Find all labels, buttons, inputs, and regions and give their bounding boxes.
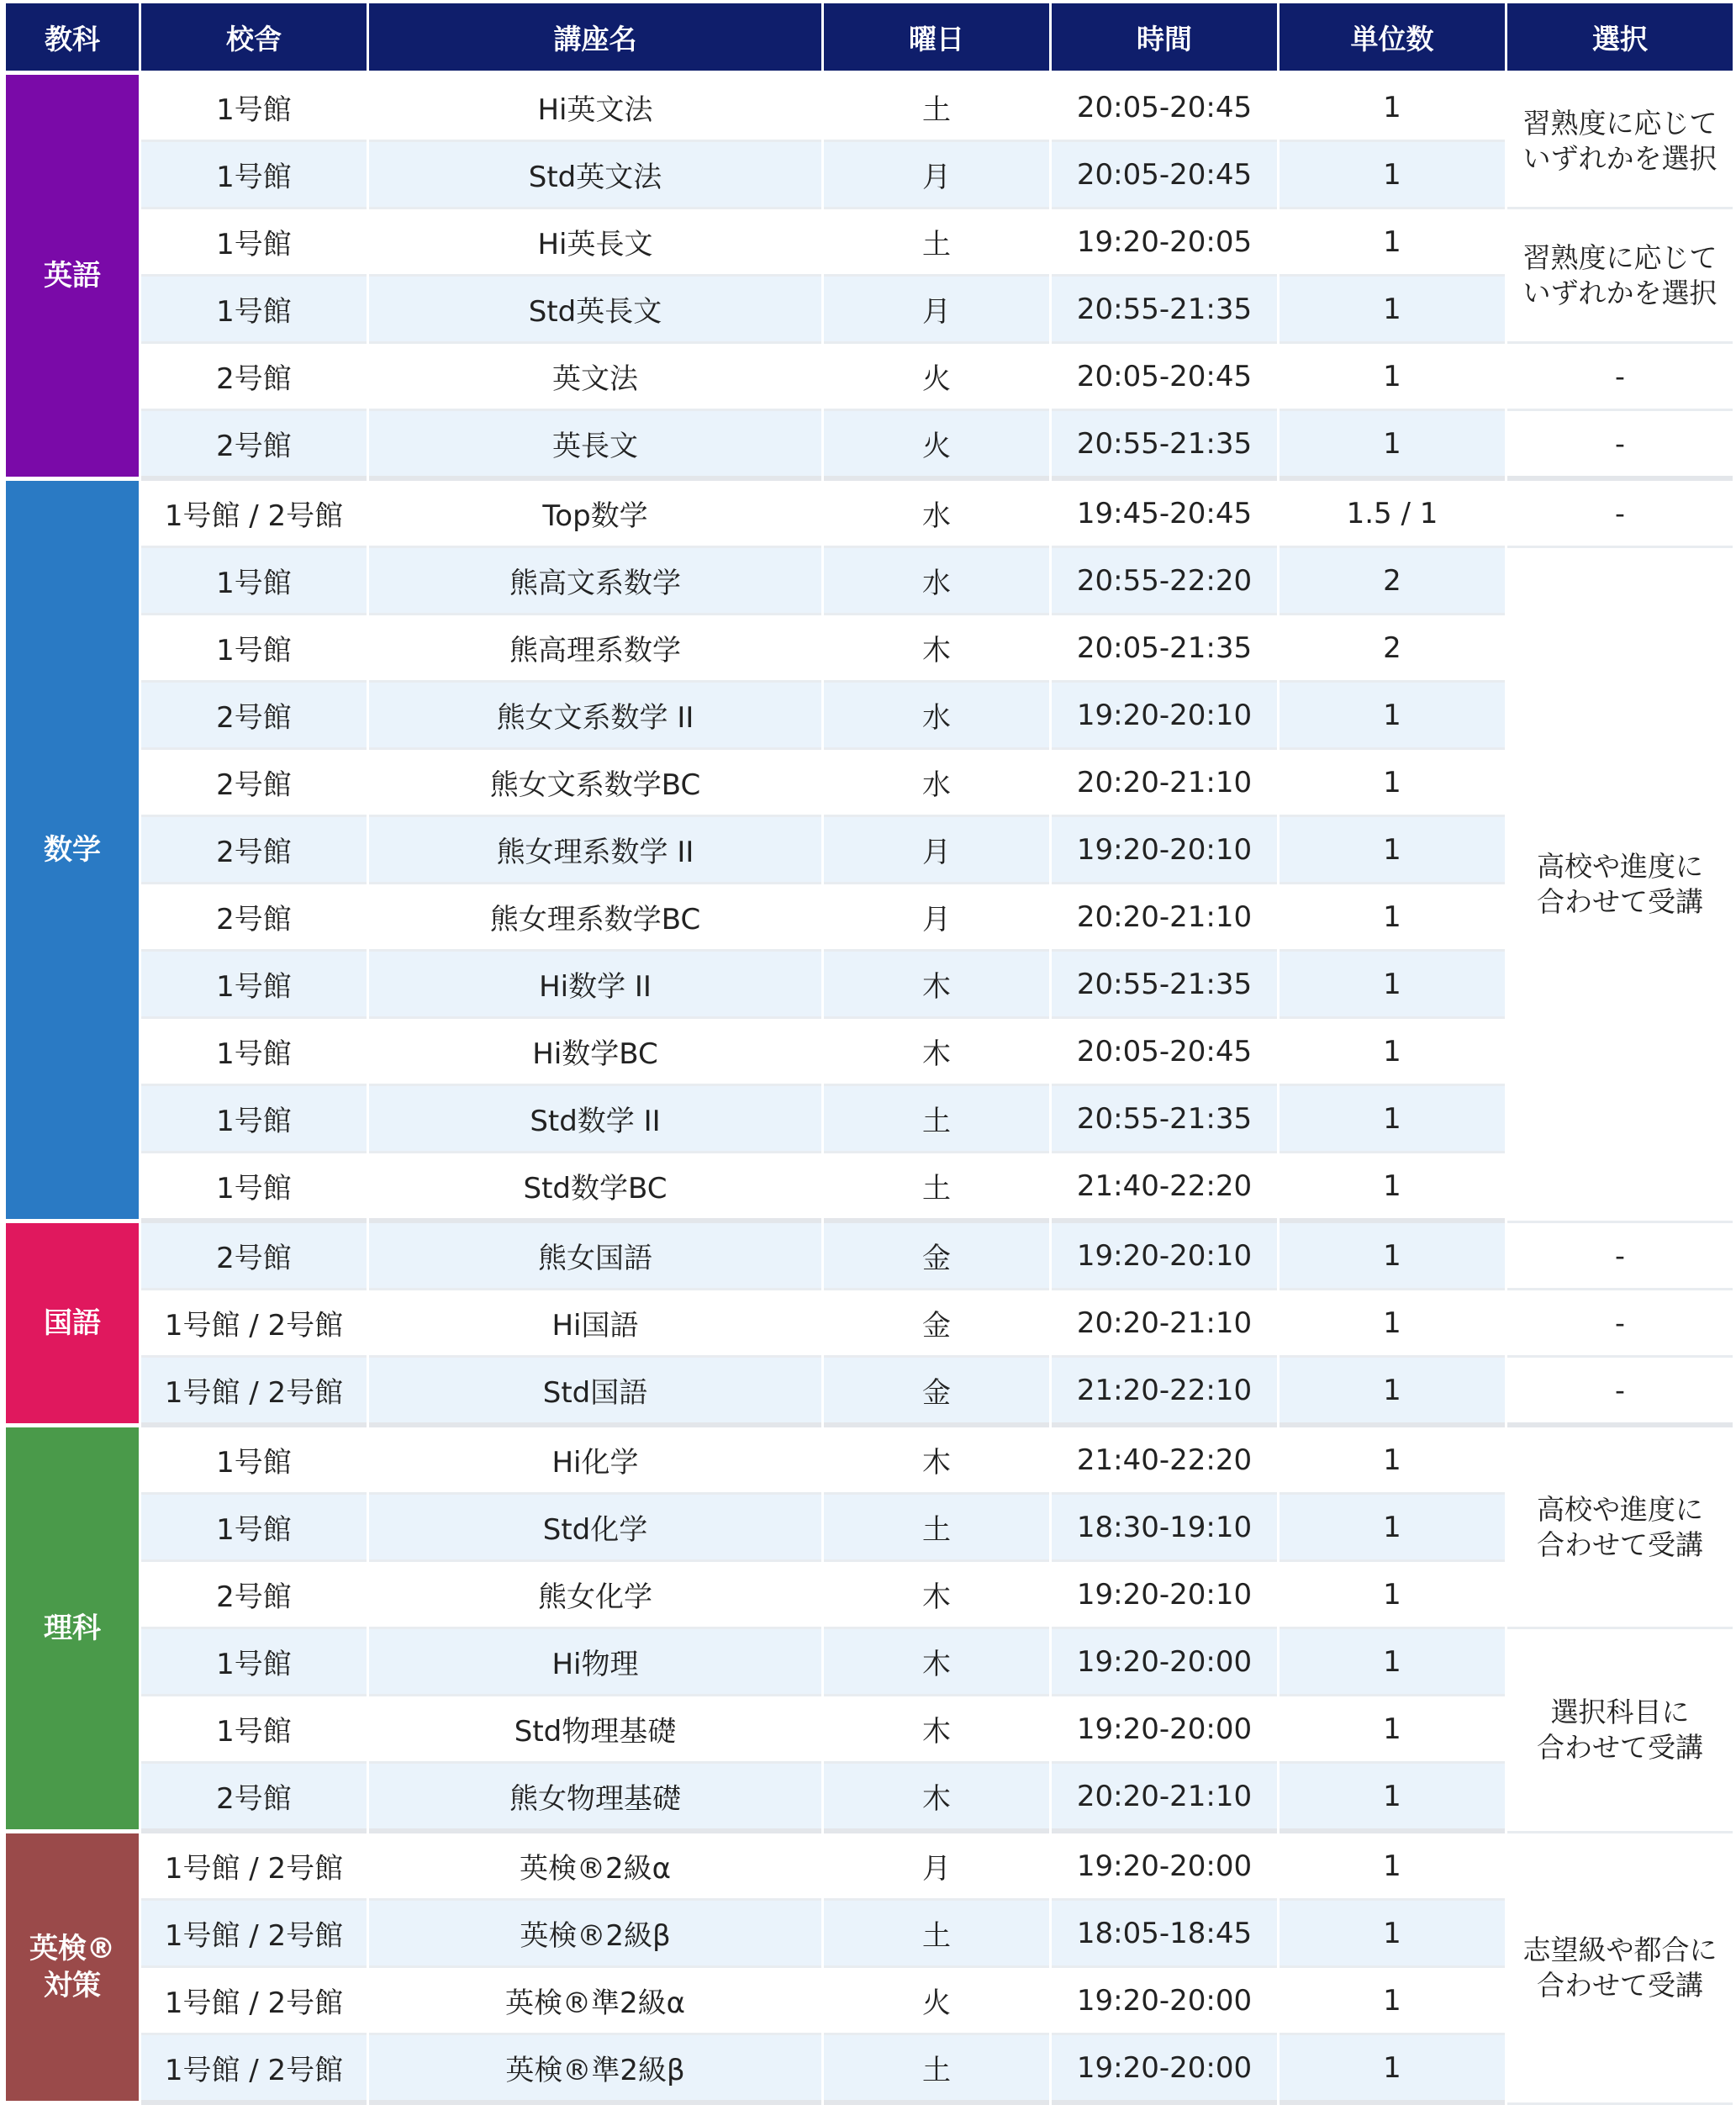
- table-row: [6, 1019, 1733, 1086]
- table-row: [6, 1358, 1733, 1427]
- units-cell: 1: [1280, 1019, 1505, 1086]
- table-row: [6, 817, 1733, 884]
- units-cell: 1: [1280, 1153, 1505, 1223]
- table-row: [6, 1562, 1733, 1629]
- course-name-cell: Hi英文法: [369, 75, 821, 142]
- time-cell: 20:55-22:20: [1052, 548, 1277, 615]
- course-name-cell: 英検®2級β: [369, 1901, 821, 1968]
- selection-cell: [1507, 1223, 1733, 1290]
- campus-cell: 2号館: [141, 411, 367, 481]
- selection-cell: [1507, 1833, 1733, 2105]
- subject-cell: [6, 1223, 139, 1427]
- table-row: [6, 1696, 1733, 1764]
- time-cell: 21:20-22:10: [1052, 1358, 1277, 1427]
- course-name-cell: 英検®準2級α: [369, 1968, 821, 2035]
- selection-note: 志望級や都合に 合わせて受講: [1522, 1934, 1718, 2002]
- units-cell: 1: [1280, 1764, 1505, 1833]
- units-cell: 2: [1280, 548, 1505, 615]
- course-schedule-table: [3, 3, 1735, 2105]
- subject-label: 理科: [44, 1612, 101, 1645]
- course-name-cell: 英検®準2級β: [369, 2035, 821, 2105]
- units-cell: 1: [1280, 1223, 1505, 1290]
- time-cell: 21:40-22:20: [1052, 1427, 1277, 1495]
- subject-cell: [6, 75, 139, 481]
- campus-cell: 1号館 / 2号館: [141, 1833, 367, 1901]
- campus-cell: 2号館: [141, 1223, 367, 1290]
- day-cell: 木: [824, 615, 1049, 683]
- time-cell: 19:20-20:10: [1052, 1223, 1277, 1290]
- time-cell: 18:05-18:45: [1052, 1901, 1277, 1968]
- selection-cell: [1507, 411, 1733, 481]
- selection-note: -: [1615, 1238, 1625, 1272]
- campus-cell: 1号館 / 2号館: [141, 481, 367, 548]
- day-cell: 金: [824, 1223, 1049, 1290]
- campus-cell: 2号館: [141, 1764, 367, 1833]
- units-cell: 1: [1280, 142, 1505, 209]
- selection-cell: [1507, 209, 1733, 344]
- units-cell: 1: [1280, 683, 1505, 750]
- selection-note: 習熟度に応じて いずれかを選択: [1522, 106, 1718, 175]
- table-row: [6, 2035, 1733, 2105]
- day-cell: 木: [824, 952, 1049, 1019]
- campus-cell: 1号館: [141, 209, 367, 277]
- table-row: [6, 1833, 1733, 1901]
- selection-note: 習熟度に応じて いずれかを選択: [1522, 240, 1718, 309]
- table-row: [6, 1764, 1733, 1833]
- units-cell: 1: [1280, 209, 1505, 277]
- selection-cell: [1507, 1290, 1733, 1358]
- table-row: [6, 683, 1733, 750]
- campus-cell: 1号館: [141, 1495, 367, 1562]
- time-cell: 20:05-20:45: [1052, 142, 1277, 209]
- units-cell: 1: [1280, 344, 1505, 411]
- campus-cell: 1号館: [141, 548, 367, 615]
- table-body: [6, 75, 1733, 2105]
- time-cell: 19:45-20:45: [1052, 481, 1277, 548]
- time-cell: 20:20-21:10: [1052, 1290, 1277, 1358]
- campus-cell: 1号館: [141, 1019, 367, 1086]
- table-row: [6, 1901, 1733, 1968]
- selection-cell: [1507, 1427, 1733, 1629]
- campus-cell: 1号館: [141, 75, 367, 142]
- campus-cell: 1号館: [141, 142, 367, 209]
- day-cell: 木: [824, 1696, 1049, 1764]
- course-name-cell: Std化学: [369, 1495, 821, 1562]
- selection-note: -: [1615, 359, 1625, 393]
- units-cell: 1: [1280, 75, 1505, 142]
- header-day: 曜日: [824, 3, 1049, 75]
- selection-note: 高校や進度に 合わせて受講: [1537, 1492, 1703, 1561]
- units-cell: 1: [1280, 1290, 1505, 1358]
- table-row: [6, 75, 1733, 142]
- course-name-cell: 熊高文系数学: [369, 548, 821, 615]
- day-cell: 土: [824, 2035, 1049, 2105]
- selection-cell: [1507, 1629, 1733, 1833]
- selection-cell: [1507, 75, 1733, 209]
- selection-note: -: [1615, 1373, 1625, 1406]
- course-name-cell: Hi数学BC: [369, 1019, 821, 1086]
- time-cell: 18:30-19:10: [1052, 1495, 1277, 1562]
- time-cell: 19:20-20:00: [1052, 1968, 1277, 2035]
- subject-cell: [6, 481, 139, 1223]
- header-units: 単位数: [1280, 3, 1505, 75]
- subject-cell: [6, 1833, 139, 2105]
- table-row: [6, 209, 1733, 277]
- header-course: 講座名: [369, 3, 821, 75]
- time-cell: 19:20-20:00: [1052, 1833, 1277, 1901]
- units-cell: 1: [1280, 1086, 1505, 1153]
- table-row: [6, 1223, 1733, 1290]
- time-cell: 19:20-20:10: [1052, 683, 1277, 750]
- units-cell: 1: [1280, 2035, 1505, 2105]
- course-name-cell: 英検®2級α: [369, 1833, 821, 1901]
- campus-cell: 1号館 / 2号館: [141, 1968, 367, 2035]
- campus-cell: 2号館: [141, 884, 367, 952]
- header-row: [6, 3, 1733, 75]
- day-cell: 月: [824, 142, 1049, 209]
- selection-cell: [1507, 548, 1733, 1223]
- time-cell: 21:40-22:20: [1052, 1153, 1277, 1223]
- time-cell: 19:20-20:00: [1052, 1629, 1277, 1696]
- day-cell: 水: [824, 750, 1049, 817]
- campus-cell: 1号館: [141, 1086, 367, 1153]
- selection-note: -: [1615, 496, 1625, 530]
- time-cell: 20:20-21:10: [1052, 1764, 1277, 1833]
- course-name-cell: Hi国語: [369, 1290, 821, 1358]
- units-cell: 1: [1280, 884, 1505, 952]
- course-name-cell: 熊女文系数学 II: [369, 683, 821, 750]
- selection-cell: [1507, 344, 1733, 411]
- subject-label: 英語: [44, 259, 101, 293]
- selection-note: -: [1615, 1306, 1625, 1339]
- day-cell: 木: [824, 1019, 1049, 1086]
- subject-cell: [6, 1427, 139, 1833]
- time-cell: 20:05-20:45: [1052, 1019, 1277, 1086]
- table-row: [6, 411, 1733, 481]
- time-cell: 20:05-20:45: [1052, 75, 1277, 142]
- course-name-cell: Std数学 II: [369, 1086, 821, 1153]
- units-cell: 1: [1280, 1562, 1505, 1629]
- campus-cell: 2号館: [141, 344, 367, 411]
- subject-label: 英検® 対策: [29, 1932, 115, 2002]
- table-row: [6, 1968, 1733, 2035]
- header-time: 時間: [1052, 3, 1277, 75]
- time-cell: 20:55-21:35: [1052, 277, 1277, 344]
- day-cell: 月: [824, 884, 1049, 952]
- units-cell: 1: [1280, 952, 1505, 1019]
- course-name-cell: Std数学BC: [369, 1153, 821, 1223]
- course-name-cell: 熊女物理基礎: [369, 1764, 821, 1833]
- table-row: [6, 750, 1733, 817]
- subject-label: 国語: [44, 1306, 101, 1340]
- table-row: [6, 1427, 1733, 1495]
- time-cell: 20:55-21:35: [1052, 1086, 1277, 1153]
- header-selection: 選択: [1507, 3, 1733, 75]
- units-cell: 1: [1280, 1495, 1505, 1562]
- table-row: [6, 277, 1733, 344]
- campus-cell: 1号館: [141, 1696, 367, 1764]
- campus-cell: 1号館: [141, 952, 367, 1019]
- campus-cell: 1号館: [141, 615, 367, 683]
- units-cell: 1.5 / 1: [1280, 481, 1505, 548]
- campus-cell: 2号館: [141, 1562, 367, 1629]
- units-cell: 1: [1280, 750, 1505, 817]
- campus-cell: 2号館: [141, 683, 367, 750]
- course-name-cell: 熊高理系数学: [369, 615, 821, 683]
- day-cell: 火: [824, 1968, 1049, 2035]
- time-cell: 19:20-20:05: [1052, 209, 1277, 277]
- campus-cell: 1号館: [141, 1629, 367, 1696]
- table-row: [6, 615, 1733, 683]
- table-row: [6, 1629, 1733, 1696]
- course-name-cell: Std英長文: [369, 277, 821, 344]
- time-cell: 20:05-20:45: [1052, 344, 1277, 411]
- day-cell: 月: [824, 277, 1049, 344]
- day-cell: 木: [824, 1427, 1049, 1495]
- table-row: [6, 1495, 1733, 1562]
- day-cell: 金: [824, 1358, 1049, 1427]
- campus-cell: 1号館 / 2号館: [141, 1290, 367, 1358]
- day-cell: 土: [824, 1153, 1049, 1223]
- campus-cell: 1号館: [141, 1153, 367, 1223]
- time-cell: 20:55-21:35: [1052, 411, 1277, 481]
- subject-label: 数学: [44, 833, 101, 867]
- day-cell: 水: [824, 548, 1049, 615]
- units-cell: 1: [1280, 1358, 1505, 1427]
- campus-cell: 1号館: [141, 277, 367, 344]
- course-name-cell: 熊女文系数学BC: [369, 750, 821, 817]
- day-cell: 土: [824, 1086, 1049, 1153]
- day-cell: 火: [824, 411, 1049, 481]
- units-cell: 1: [1280, 1968, 1505, 2035]
- time-cell: 19:20-20:00: [1052, 1696, 1277, 1764]
- time-cell: 19:20-20:00: [1052, 2035, 1277, 2105]
- time-cell: 19:20-20:10: [1052, 1562, 1277, 1629]
- course-name-cell: Std英文法: [369, 142, 821, 209]
- table-row: [6, 344, 1733, 411]
- table-row: [6, 1086, 1733, 1153]
- course-name-cell: Hi物理: [369, 1629, 821, 1696]
- selection-note: 高校や進度に 合わせて受講: [1537, 850, 1703, 918]
- day-cell: 土: [824, 1901, 1049, 1968]
- selection-cell: [1507, 1358, 1733, 1427]
- time-cell: 20:20-21:10: [1052, 884, 1277, 952]
- course-name-cell: Hi数学 II: [369, 952, 821, 1019]
- course-name-cell: 熊女国語: [369, 1223, 821, 1290]
- time-cell: 20:05-21:35: [1052, 615, 1277, 683]
- header-subject: 教科: [6, 3, 139, 75]
- course-name-cell: 英長文: [369, 411, 821, 481]
- day-cell: 水: [824, 481, 1049, 548]
- course-name-cell: Hi化学: [369, 1427, 821, 1495]
- day-cell: 土: [824, 75, 1049, 142]
- table-row: [6, 548, 1733, 615]
- campus-cell: 1号館 / 2号館: [141, 1901, 367, 1968]
- selection-cell: [1507, 481, 1733, 548]
- course-name-cell: 熊女化学: [369, 1562, 821, 1629]
- time-cell: 20:20-21:10: [1052, 750, 1277, 817]
- course-name-cell: 熊女理系数学 II: [369, 817, 821, 884]
- day-cell: 木: [824, 1562, 1049, 1629]
- table-row: [6, 884, 1733, 952]
- day-cell: 土: [824, 1495, 1049, 1562]
- time-cell: 19:20-20:10: [1052, 817, 1277, 884]
- day-cell: 水: [824, 683, 1049, 750]
- day-cell: 金: [824, 1290, 1049, 1358]
- units-cell: 1: [1280, 1833, 1505, 1901]
- campus-cell: 1号館 / 2号館: [141, 2035, 367, 2105]
- units-cell: 1: [1280, 1629, 1505, 1696]
- course-name-cell: 熊女理系数学BC: [369, 884, 821, 952]
- units-cell: 1: [1280, 277, 1505, 344]
- table-row: [6, 1290, 1733, 1358]
- day-cell: 火: [824, 344, 1049, 411]
- header-campus: 校舎: [141, 3, 367, 75]
- selection-note: -: [1615, 426, 1625, 460]
- table-row: [6, 142, 1733, 209]
- campus-cell: 2号館: [141, 817, 367, 884]
- day-cell: 月: [824, 817, 1049, 884]
- units-cell: 1: [1280, 1901, 1505, 1968]
- course-name-cell: Std国語: [369, 1358, 821, 1427]
- time-cell: 20:55-21:35: [1052, 952, 1277, 1019]
- course-name-cell: Std物理基礎: [369, 1696, 821, 1764]
- table-row: [6, 1153, 1733, 1223]
- course-name-cell: Hi英長文: [369, 209, 821, 277]
- day-cell: 土: [824, 209, 1049, 277]
- units-cell: 1: [1280, 411, 1505, 481]
- day-cell: 木: [824, 1764, 1049, 1833]
- day-cell: 月: [824, 1833, 1049, 1901]
- table-row: [6, 481, 1733, 548]
- units-cell: 1: [1280, 1427, 1505, 1495]
- course-name-cell: 英文法: [369, 344, 821, 411]
- day-cell: 木: [824, 1629, 1049, 1696]
- campus-cell: 1号館: [141, 1427, 367, 1495]
- units-cell: 1: [1280, 817, 1505, 884]
- course-name-cell: Top数学: [369, 481, 821, 548]
- campus-cell: 2号館: [141, 750, 367, 817]
- units-cell: 2: [1280, 615, 1505, 683]
- campus-cell: 1号館 / 2号館: [141, 1358, 367, 1427]
- table-row: [6, 952, 1733, 1019]
- selection-note: 選択科目に 合わせて受講: [1537, 1696, 1703, 1764]
- units-cell: 1: [1280, 1696, 1505, 1764]
